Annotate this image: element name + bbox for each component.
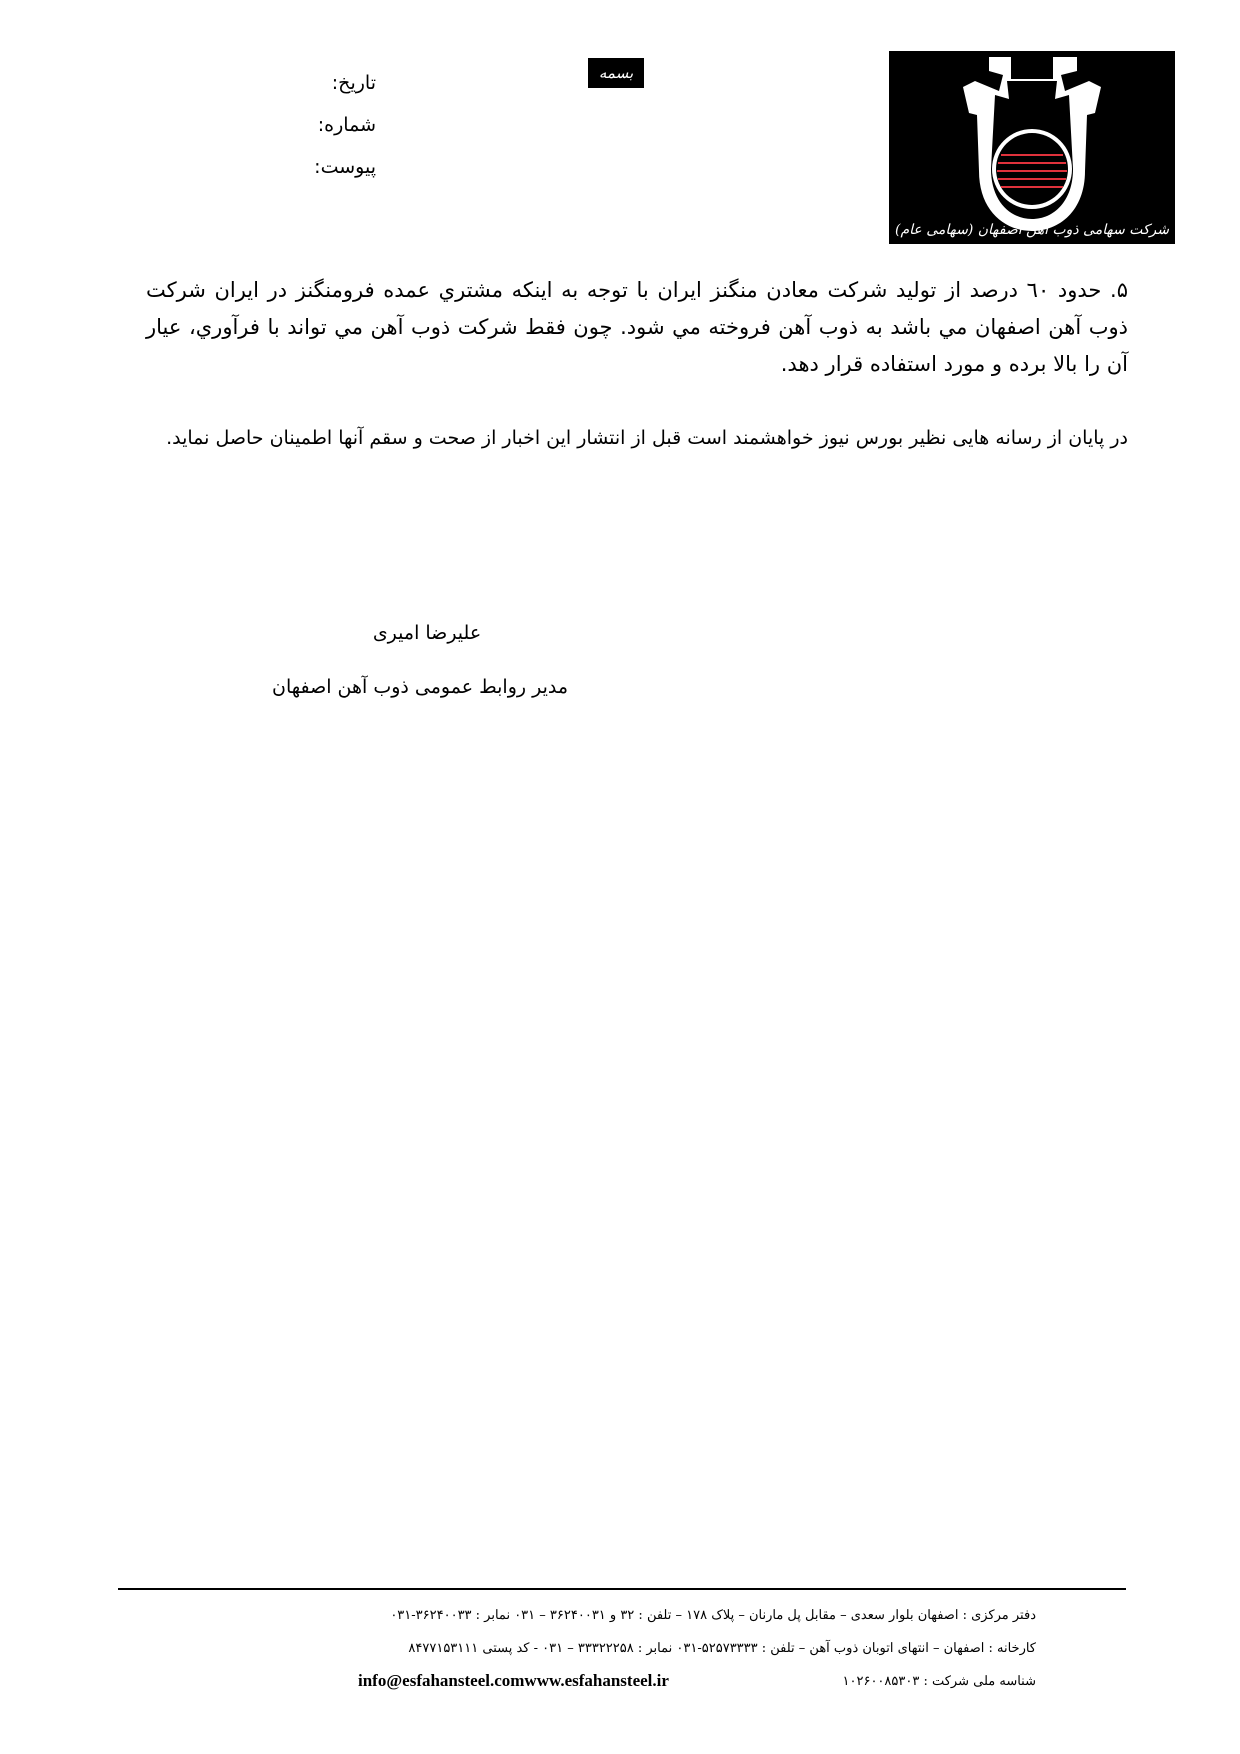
logo-caption: شرکت سهامی ذوب آهن اصفهان (سهامی عام) bbox=[895, 222, 1169, 238]
letter-meta bbox=[236, 62, 376, 188]
footer-website[interactable]: info@esfahansteel.comwww.esfahansteel.ir bbox=[358, 1671, 669, 1690]
footer-divider bbox=[118, 1588, 1126, 1590]
paragraph-manganese: ۵. حدود ٦٠ درصد از تولید شرکت معادن منگنز ایران با توجه به اینکه مشتري عمده فرومنگنز در ایران شرکت ذوب آهن اصفهان مي باشد به ذوب آهن فروخته مي شود. چون فقط شرکت ذوب آهن مي تواند با فرآوري، عیار آن را بالا برده و مورد استفاده قرار دهد. bbox=[146, 278, 1128, 376]
footer-national-id: شناسه ملی شرکت : ۱۰۲۶۰۰۸۵۳۰۳ bbox=[842, 1674, 1036, 1689]
date-label: تاریخ: bbox=[331, 72, 376, 94]
footer-factory: کارخانه : اصفهان – انتهای اتوبان ذوب آهن – تلفن : ۵۲۵۷۳۳۳۳-۰۳۱ نمابر : ۳۳۳۲۲۲۵۸ – ۰۳۱ - کد پستی ۸۴۷۷۱۵۳۱۱۱ bbox=[408, 1641, 1036, 1656]
footer-head-office: دفتر مرکزی : اصفهان بلوار سعدی – مقابل پل مارنان – پلاک ۱۷۸ – تلفن : ۳۲ و ۳۶۲۴۰۰۳۱ – ۰۳۱ نمابر : ۳۶۲۴۰۰۳۳-۰۳۱ bbox=[390, 1608, 1036, 1623]
paragraph-closing: در پایان از رسانه هایی نظیر بورس نیوز خواهشمند است قبل از انتشار این اخبار از صحت و سقم آنها اطمینان حاصل نماید. bbox=[166, 427, 1128, 449]
basmala-calligraphy: بسمه تعالی bbox=[588, 58, 644, 88]
number-label: شماره: bbox=[317, 114, 376, 136]
signatory-name: علیرضا امیری bbox=[372, 622, 482, 644]
logo-emblem-icon bbox=[889, 51, 1175, 244]
attachment-label: پیوست: bbox=[314, 156, 376, 178]
signatory-title: مدیر روابط عمومی ذوب آهن اصفهان bbox=[271, 676, 569, 698]
company-logo bbox=[889, 51, 1175, 244]
